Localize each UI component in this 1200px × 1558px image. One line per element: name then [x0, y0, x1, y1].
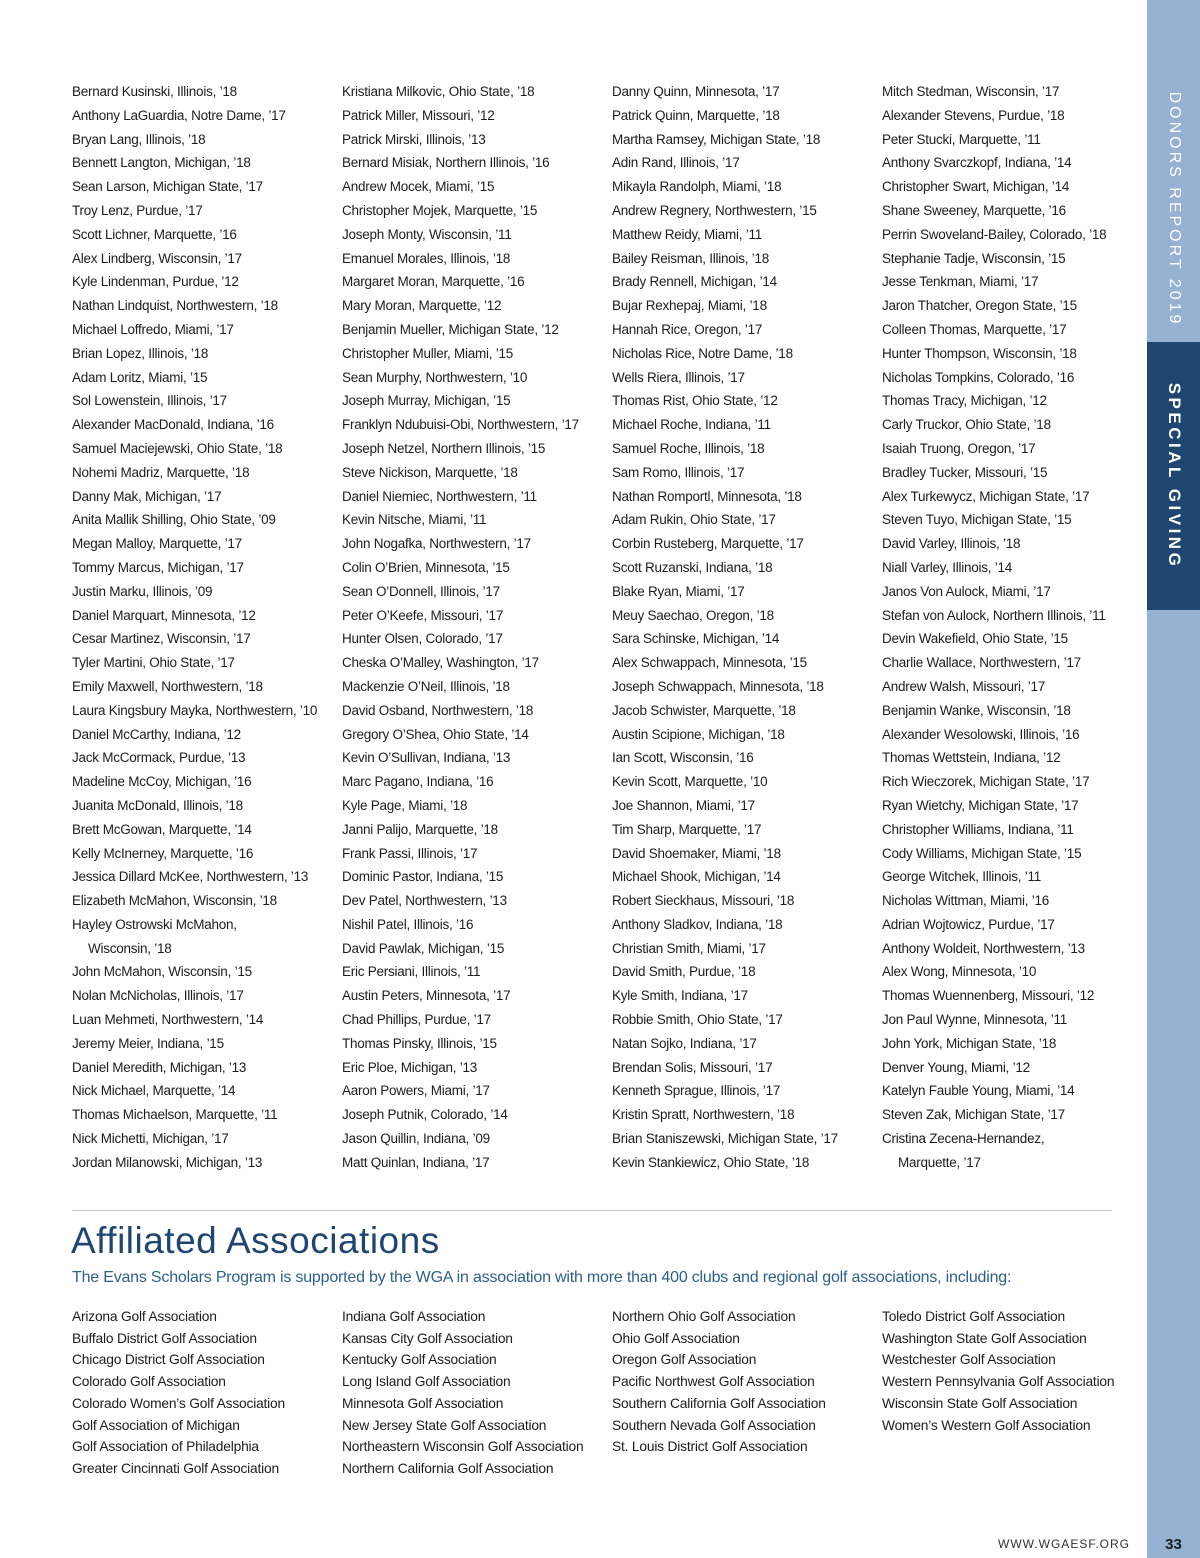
section-subtitle: The Evans Scholars Program is supported by the WGA in association with more than 400 clubs and regional golf associations, including: — [72, 1269, 1012, 1286]
donor-entry: Nicholas Tompkins, Colorado, ’16 — [882, 369, 1075, 385]
donor-entry: Nick Michetti, Michigan, ’17 — [72, 1131, 229, 1147]
donor-entry: Joe Shannon, Miami, ’17 — [612, 797, 755, 813]
donor-entry: Benjamin Mueller, Michigan State, ’12 — [342, 321, 559, 337]
donor-entry: Christian Smith, Miami, ’17 — [612, 940, 766, 956]
donor-entry: Brett McGowan, Marquette, ’14 — [72, 821, 252, 837]
section-tab-label: SPECIAL GIVING — [1164, 382, 1184, 570]
donor-entry: Cristina Zecena-Hernandez, — [882, 1131, 1045, 1147]
donor-entry: Gregory O’Shea, Ohio State, ’14 — [342, 726, 529, 742]
donor-entry: Anthony Svarczkopf, Indiana, ’14 — [882, 155, 1072, 171]
association-entry: Colorado Women’s Golf Association — [72, 1395, 285, 1411]
donor-column-1 — [72, 80, 340, 1175]
donor-entry: Elizabeth McMahon, Wisconsin, ’18 — [72, 893, 277, 909]
donor-entry: Robbie Smith, Ohio State, ’17 — [612, 1012, 783, 1028]
association-entry: New Jersey State Golf Association — [342, 1417, 547, 1433]
donor-entry: Thomas Wettstein, Indiana, ’12 — [882, 750, 1061, 766]
donor-entry: Nathan Romportl, Minnesota, ’18 — [612, 488, 802, 504]
donor-entry: Kevin O’Sullivan, Indiana, ’13 — [342, 750, 511, 766]
donor-entry: Joseph Schwappach, Minnesota, ’18 — [612, 678, 824, 694]
donor-entry: Scott Lichner, Marquette, ’16 — [72, 226, 237, 242]
donor-entry: Sol Lowenstein, Illinois, ’17 — [72, 393, 227, 409]
donor-entry: Nohemi Madriz, Marquette, ’18 — [72, 464, 250, 480]
association-column-4 — [882, 1306, 1150, 1436]
donor-entry: Devin Wakefield, Ohio State, ’15 — [882, 631, 1068, 647]
donor-entry: Jack McCormack, Purdue, ’13 — [72, 750, 246, 766]
donor-entry: Luan Mehmeti, Northwestern, ’14 — [72, 1012, 264, 1028]
donor-entry: Daniel McCarthy, Indiana, ’12 — [72, 726, 241, 742]
donor-column-2 — [342, 80, 610, 1175]
donor-entry: Eric Persiani, Illinois, ’11 — [342, 964, 481, 980]
donor-entry: Daniel Niemiec, Northwestern, ’11 — [342, 488, 537, 504]
association-entry: St. Louis District Golf Association — [612, 1439, 808, 1455]
donor-column-3 — [612, 80, 880, 1175]
donor-entry: Corbin Rusteberg, Marquette, ’17 — [612, 536, 804, 552]
donor-entry: Jessica Dillard McKee, Northwestern, ’13 — [72, 869, 309, 885]
donor-entry: David Varley, Illinois, ’18 — [882, 536, 1021, 552]
association-entry: Western Pennsylvania Golf Association — [882, 1374, 1115, 1390]
report-label-box — [1147, 85, 1200, 333]
donor-entry: Ian Scott, Wisconsin, ’16 — [612, 750, 754, 766]
donor-entry: Kenneth Sprague, Illinois, ’17 — [612, 1083, 781, 1099]
donor-entry: Brendan Solis, Missouri, ’17 — [612, 1059, 773, 1075]
association-entry: Northern Ohio Golf Association — [612, 1309, 796, 1324]
donor-entry: Tommy Marcus, Michigan, ’17 — [72, 559, 244, 575]
donor-entry: Kelly McInerney, Marquette, ’16 — [72, 845, 254, 861]
donor-entry: Tyler Martini, Ohio State, ’17 — [72, 655, 235, 671]
donor-entry: John Nogafka, Northwestern, ’17 — [342, 536, 531, 552]
donor-entry: Sean Larson, Michigan State, ’17 — [72, 179, 263, 195]
donor-entry: Bernard Kusinski, Illinois, ’18 — [72, 84, 237, 99]
donor-entry: Nishil Patel, Illinois, ’16 — [342, 916, 474, 932]
association-entry: Southern Nevada Golf Association — [612, 1417, 816, 1433]
association-entry: Arizona Golf Association — [72, 1309, 217, 1324]
association-entry: Colorado Golf Association — [72, 1374, 226, 1390]
donor-entry: Jordan Milanowski, Michigan, ’13 — [72, 1154, 263, 1170]
donor-entry: Jason Quillin, Indiana, ’09 — [342, 1131, 490, 1147]
association-entry: Washington State Golf Association — [882, 1330, 1087, 1346]
donor-entry: Dev Patel, Northwestern, ’13 — [342, 893, 507, 909]
donor-entry: Daniel Meredith, Michigan, ’13 — [72, 1059, 247, 1075]
donor-entry: Jaron Thatcher, Oregon State, ’15 — [882, 298, 1077, 314]
donor-entry: David Osband, Northwestern, ’18 — [342, 702, 534, 718]
donor-entry: Blake Ryan, Miami, ’17 — [612, 583, 745, 599]
donor-entry: Scott Ruzanski, Indiana, ’18 — [612, 559, 773, 575]
donor-entry: Danny Quinn, Minnesota, ’17 — [612, 84, 780, 99]
donor-entry: Michael Roche, Indiana, ’11 — [612, 417, 771, 433]
donor-entry: Niall Varley, Illinois, ’14 — [882, 559, 1013, 575]
donor-entry: Franklyn Ndubuisi-Obi, Northwestern, ’17 — [342, 417, 579, 433]
donor-entry: Bennett Langton, Michigan, ’18 — [72, 155, 251, 171]
donor-entry: George Witchek, Illinois, ’11 — [882, 869, 1042, 885]
donor-entry: Eric Ploe, Michigan, ’13 — [342, 1059, 478, 1075]
donor-entry: Nicholas Rice, Notre Dame, ’18 — [612, 345, 793, 361]
association-entry: Kentucky Golf Association — [342, 1352, 497, 1368]
donor-entry: Natan Sojko, Indiana, ’17 — [612, 1035, 757, 1051]
donor-entry: Andrew Walsh, Missouri, ’17 — [882, 678, 1046, 694]
association-entry: Northern California Golf Association — [342, 1460, 554, 1476]
association-entry: Ohio Golf Association — [612, 1330, 740, 1346]
donor-entry: Dominic Pastor, Indiana, ’15 — [342, 869, 504, 885]
donor-entry: Wells Riera, Illinois, ’17 — [612, 369, 745, 385]
donor-entry: Christopher Swart, Michigan, ’14 — [882, 179, 1070, 195]
donor-entry: David Shoemaker, Miami, ’18 — [612, 845, 781, 861]
donor-entry: Marquette, ’17 — [898, 1154, 981, 1170]
donor-entry: David Pawlak, Michigan, ’15 — [342, 940, 505, 956]
donor-entry: Colin O’Brien, Minnesota, ’15 — [342, 559, 510, 575]
association-entry: Women’s Western Golf Association — [882, 1417, 1091, 1433]
donor-entry: Alexander Stevens, Purdue, ’18 — [882, 107, 1065, 123]
donor-entry: Bujar Rexhepaj, Miami, ’18 — [612, 298, 767, 314]
donor-entry: Bailey Reisman, Illinois, ’18 — [612, 250, 770, 266]
page-number: 33 — [1165, 1536, 1182, 1553]
donor-entry: Cody Williams, Michigan State, ’15 — [882, 845, 1082, 861]
donor-entry: Adam Loritz, Miami, ’15 — [72, 369, 208, 385]
donor-entry: Sean Murphy, Northwestern, ’10 — [342, 369, 528, 385]
association-list — [72, 1306, 1120, 1486]
donor-entry: Justin Marku, Illinois, ’09 — [72, 583, 213, 599]
donor-entry: Thomas Tracy, Michigan, ’12 — [882, 393, 1047, 409]
donor-entry: Sam Romo, Illinois, ’17 — [612, 464, 745, 480]
donor-column-4 — [882, 80, 1150, 1175]
donor-entry: Samuel Maciejewski, Ohio State, ’18 — [72, 440, 283, 456]
donor-entry: Steve Nickison, Marquette, ’18 — [342, 464, 518, 480]
donor-entry: Brian Lopez, Illinois, ’18 — [72, 345, 209, 361]
donor-entry: Alex Wong, Minnesota, ’10 — [882, 964, 1037, 980]
association-column-2 — [342, 1306, 610, 1480]
donor-entry: Danny Mak, Michigan, ’17 — [72, 488, 222, 504]
donor-entry: Samuel Roche, Illinois, ’18 — [612, 440, 765, 456]
donor-entry: Kevin Scott, Marquette, ’10 — [612, 774, 768, 790]
donor-entry: Kyle Page, Miami, ’18 — [342, 797, 468, 813]
donor-entry: Matthew Reidy, Miami, ’11 — [612, 226, 763, 242]
donor-entry: Michael Loffredo, Miami, ’17 — [72, 321, 234, 337]
donor-entry: Brian Staniszewski, Michigan State, ’17 — [612, 1131, 838, 1147]
donor-entry: Michael Shook, Michigan, ’14 — [612, 869, 781, 885]
donor-entry: Stefan von Aulock, Northern Illinois, ’11 — [882, 607, 1106, 623]
donor-entry: Bryan Lang, Illinois, ’18 — [72, 131, 206, 147]
donor-entry: Brady Rennell, Michigan, ’14 — [612, 274, 777, 290]
donor-entry: Tim Sharp, Marquette, ’17 — [612, 821, 762, 837]
donor-entry: Thomas Michaelson, Marquette, ’11 — [72, 1107, 278, 1123]
donor-entry: Madeline McCoy, Michigan, ’16 — [72, 774, 252, 790]
donor-entry: Alex Turkewycz, Michigan State, ’17 — [882, 488, 1090, 504]
donor-entry: Emily Maxwell, Northwestern, ’18 — [72, 678, 263, 694]
donor-entry: Joseph Putnik, Colorado, ’14 — [342, 1107, 508, 1123]
association-entry: Wisconsin State Golf Association — [882, 1395, 1078, 1411]
donor-entry: Jacob Schwister, Marquette, ’18 — [612, 702, 796, 718]
association-entry: Oregon Golf Association — [612, 1352, 757, 1368]
donor-entry: Meuy Saechao, Oregon, ’18 — [612, 607, 774, 623]
association-entry: Minnesota Golf Association — [342, 1395, 504, 1411]
donor-entry: Charlie Wallace, Northwestern, ’17 — [882, 655, 1081, 671]
donor-entry: Shane Sweeney, Marquette, ’16 — [882, 202, 1066, 218]
association-entry: Indiana Golf Association — [342, 1309, 486, 1324]
association-column-1 — [72, 1306, 340, 1480]
association-entry: Northeastern Wisconsin Golf Association — [342, 1439, 584, 1455]
association-entry: Pacific Northwest Golf Association — [612, 1374, 815, 1390]
section-title: Affiliated Associations — [71, 1220, 440, 1261]
sidebar — [1147, 0, 1200, 1558]
donor-entry: David Smith, Purdue, ’18 — [612, 964, 756, 980]
donor-entry: Thomas Rist, Ohio State, ’12 — [612, 393, 778, 409]
donor-entry: Joseph Netzel, Northern Illinois, ’15 — [342, 440, 546, 456]
donor-entry: Nicholas Wittman, Miami, ’16 — [882, 893, 1050, 909]
donor-entry: Alexander Wesolowski, Illinois, ’16 — [882, 726, 1080, 742]
donor-entry: Megan Malloy, Marquette, ’17 — [72, 536, 242, 552]
donor-entry: Katelyn Fauble Young, Miami, ’14 — [882, 1083, 1075, 1099]
donor-entry: Alexander MacDonald, Indiana, ’16 — [72, 417, 274, 433]
donor-entry: Austin Scipione, Michigan, ’18 — [612, 726, 785, 742]
donor-entry: Alex Lindberg, Wisconsin, ’17 — [72, 250, 242, 266]
donor-entry: Patrick Miller, Missouri, ’12 — [342, 107, 495, 123]
donor-entry: Peter Stucki, Marquette, ’11 — [882, 131, 1041, 147]
donor-entry: Patrick Mirski, Illinois, ’13 — [342, 131, 486, 147]
donor-entry: Daniel Marquart, Minnesota, ’12 — [72, 607, 256, 623]
association-entry: Buffalo District Golf Association — [72, 1330, 257, 1346]
donor-entry: Jeremy Meier, Indiana, ’15 — [72, 1035, 224, 1051]
donor-entry: Anthony LaGuardia, Notre Dame, ’17 — [72, 107, 286, 123]
donor-entry: Anita Mallik Shilling, Ohio State, ’09 — [72, 512, 276, 528]
donor-entry: Nolan McNicholas, Illinois, ’17 — [72, 988, 244, 1004]
donor-entry: Nathan Lindquist, Northwestern, ’18 — [72, 298, 278, 314]
donor-entry: Nick Michael, Marquette, ’14 — [72, 1083, 236, 1099]
donor-entry: Perrin Swoveland-Bailey, Colorado, ’18 — [882, 226, 1107, 242]
donor-entry: Kevin Stankiewicz, Ohio State, ’18 — [612, 1154, 810, 1170]
donor-entry: Anthony Sladkov, Indiana, ’18 — [612, 916, 783, 932]
donor-entry: Colleen Thomas, Marquette, ’17 — [882, 321, 1067, 337]
donor-entry: Frank Passi, Illinois, ’17 — [342, 845, 478, 861]
donor-entry: Alex Schwappach, Minnesota, ’15 — [612, 655, 807, 671]
donor-entry: Christopher Williams, Indiana, ’11 — [882, 821, 1074, 837]
donor-entry: Steven Zak, Michigan State, ’17 — [882, 1107, 1065, 1123]
donor-entry: Joseph Murray, Michigan, ’15 — [342, 393, 511, 409]
donor-entry: Carly Truckor, Ohio State, ’18 — [882, 417, 1051, 433]
association-entry: Golf Association of Michigan — [72, 1417, 240, 1433]
donor-entry: Mackenzie O’Neil, Illinois, ’18 — [342, 678, 510, 694]
donor-entry: Wisconsin, ’18 — [88, 940, 172, 956]
donor-entry: Ryan Wietchy, Michigan State, ’17 — [882, 797, 1079, 813]
donor-entry: Marc Pagano, Indiana, ’16 — [342, 774, 494, 790]
association-entry: Kansas City Golf Association — [342, 1330, 513, 1346]
donor-entry: Hannah Rice, Oregon, ’17 — [612, 321, 763, 337]
donor-entry: Troy Lenz, Purdue, ’17 — [72, 202, 203, 218]
donor-entry: Kristiana Milkovic, Ohio State, ’18 — [342, 84, 535, 99]
donor-entry: Mitch Stedman, Wisconsin, ’17 — [882, 84, 1060, 99]
donor-entry: Patrick Quinn, Marquette, ’18 — [612, 107, 780, 123]
donor-entry: Thomas Pinsky, Illinois, ’15 — [342, 1035, 497, 1051]
donor-entry: John McMahon, Wisconsin, ’15 — [72, 964, 252, 980]
donor-entry: Janni Palijo, Marquette, ’18 — [342, 821, 498, 837]
donor-entry: Hunter Thompson, Wisconsin, ’18 — [882, 345, 1077, 361]
donor-entry: Isaiah Truong, Oregon, ’17 — [882, 440, 1036, 456]
donor-entry: Adin Rand, Illinois, ’17 — [612, 155, 740, 171]
donor-entry: Laura Kingsbury Mayka, Northwestern, ’10 — [72, 702, 318, 718]
donor-entry: Sara Schinske, Michigan, ’14 — [612, 631, 780, 647]
donor-entry: Denver Young, Miami, ’12 — [882, 1059, 1030, 1075]
association-entry: Toledo District Golf Association — [882, 1309, 1066, 1324]
donor-entry: Benjamin Wanke, Wisconsin, ’18 — [882, 702, 1071, 718]
donor-entry: Margaret Moran, Marquette, ’16 — [342, 274, 525, 290]
donor-entry: Bradley Tucker, Missouri, ’15 — [882, 464, 1048, 480]
donor-entry: Sean O’Donnell, Illinois, ’17 — [342, 583, 500, 599]
donor-entry: Cesar Martinez, Wisconsin, ’17 — [72, 631, 251, 647]
donor-entry: Adam Rukin, Ohio State, ’17 — [612, 512, 776, 528]
donor-entry: Martha Ramsey, Michigan State, ’18 — [612, 131, 821, 147]
donor-entry: Hayley Ostrowski McMahon, — [72, 916, 237, 932]
association-entry: Greater Cincinnati Golf Association — [72, 1460, 279, 1476]
donor-entry: Mary Moran, Marquette, ’12 — [342, 298, 502, 314]
donor-entry: Adrian Wojtowicz, Purdue, ’17 — [882, 916, 1055, 932]
donor-entry: Hunter Olsen, Colorado, ’17 — [342, 631, 503, 647]
section-divider — [72, 1210, 1112, 1211]
donor-entry: Christopher Muller, Miami, ’15 — [342, 345, 514, 361]
donor-entry: Jesse Tenkman, Miami, ’17 — [882, 274, 1039, 290]
donor-entry: Kristin Spratt, Northwestern, ’18 — [612, 1107, 795, 1123]
donor-entry: Kevin Nitsche, Miami, ’11 — [342, 512, 487, 528]
association-entry: Golf Association of Philadelphia — [72, 1439, 259, 1455]
donor-entry: Matt Quinlan, Indiana, ’17 — [342, 1154, 490, 1170]
association-entry: Chicago District Golf Association — [72, 1352, 265, 1368]
donor-entry: Thomas Wuennenberg, Missouri, ’12 — [882, 988, 1095, 1004]
donor-entry: Jon Paul Wynne, Minnesota, ’11 — [882, 1012, 1067, 1028]
donor-entry: Joseph Monty, Wisconsin, ’11 — [342, 226, 512, 242]
donor-list — [72, 80, 1120, 1180]
donor-entry: Mikayla Randolph, Miami, ’18 — [612, 179, 782, 195]
donor-entry: Kyle Lindenman, Purdue, ’12 — [72, 274, 239, 290]
donor-entry: Peter O’Keefe, Missouri, ’17 — [342, 607, 504, 623]
footer-url: WWW.WGAESF.ORG — [998, 1537, 1130, 1551]
donor-entry: Emanuel Morales, Illinois, ’18 — [342, 250, 511, 266]
donor-entry: Anthony Woldeit, Northwestern, ’13 — [882, 940, 1085, 956]
donor-entry: Andrew Mocek, Miami, ’15 — [342, 179, 495, 195]
donor-entry: Aaron Powers, Miami, ’17 — [342, 1083, 490, 1099]
donor-entry: John York, Michigan State, ’18 — [882, 1035, 1057, 1051]
donor-entry: Kyle Smith, Indiana, ’17 — [612, 988, 748, 1004]
donor-entry: Robert Sieckhaus, Missouri, ’18 — [612, 893, 795, 909]
donor-entry: Juanita McDonald, Illinois, ’18 — [72, 797, 243, 813]
report-label: DONORS REPORT 2019 — [1165, 91, 1183, 327]
section-tab — [1147, 342, 1200, 610]
donor-entry: Bernard Misiak, Northern Illinois, ’16 — [342, 155, 550, 171]
association-entry: Southern California Golf Association — [612, 1395, 826, 1411]
donor-entry: Andrew Regnery, Northwestern, ’15 — [612, 202, 817, 218]
donor-entry: Stephanie Tadje, Wisconsin, ’15 — [882, 250, 1066, 266]
donor-entry: Rich Wieczorek, Michigan State, ’17 — [882, 774, 1090, 790]
association-entry: Long Island Golf Association — [342, 1374, 511, 1390]
donor-entry: Chad Phillips, Purdue, ’17 — [342, 1012, 491, 1028]
donor-entry: Janos Von Aulock, Miami, ’17 — [882, 583, 1051, 599]
association-entry: Westchester Golf Association — [882, 1352, 1056, 1368]
donor-entry: Austin Peters, Minnesota, ’17 — [342, 988, 511, 1004]
association-column-3 — [612, 1306, 880, 1458]
donor-entry: Steven Tuyo, Michigan State, ’15 — [882, 512, 1072, 528]
donor-entry: Christopher Mojek, Marquette, ’15 — [342, 202, 538, 218]
donor-entry: Cheska O’Malley, Washington, ’17 — [342, 655, 539, 671]
